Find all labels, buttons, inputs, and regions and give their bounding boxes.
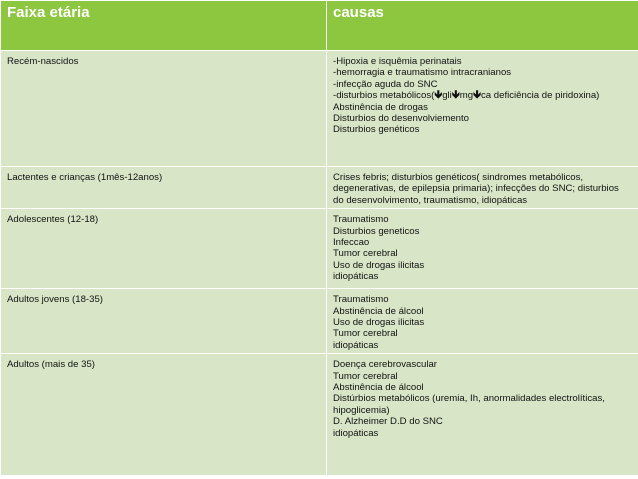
- causes-cell: [327, 289, 638, 354]
- cause-line: Doença cerebrovascular: [333, 359, 437, 371]
- metabolic-seg-ca: ca deficiência de piridoxina): [480, 90, 600, 102]
- cause-line: Uso de drogas ilicitas: [333, 259, 425, 271]
- causes-cell: [327, 51, 638, 167]
- table-row: [1, 209, 638, 289]
- arrow-down-icon: 🡻: [434, 89, 443, 102]
- cause-line: Traumatismo: [333, 214, 389, 226]
- header-causes: causas: [327, 1, 638, 51]
- metabolic-seg-mg: mg: [459, 90, 474, 102]
- cause-line: -hemorragia e traumatismo intracranianos: [333, 67, 512, 79]
- age-cell: Recém-nascidos: [1, 51, 327, 167]
- cause-line: -Hipoxia e isquêmia perinatais: [333, 56, 462, 67]
- age-cell: Lactentes e crianças (1mês-12anos): [1, 167, 327, 209]
- cause-line: Tumor cerebral: [333, 328, 398, 340]
- metabolic-seg-gli: gli: [442, 90, 452, 102]
- table-row: [1, 289, 638, 354]
- age-cell: Adultos (mais de 35): [1, 354, 327, 476]
- table-row: [1, 354, 638, 476]
- cause-line: Traumatismo: [333, 294, 389, 306]
- cause-text: Crises febris; disturbios genéticos( sindromes metabólicos, degenerativas, de epilepsia primaria); infecções do SNC; disturbios do desenvolvimento, traumatismo, idiopáticas: [333, 172, 619, 206]
- cause-line: idiopáticas: [333, 271, 379, 283]
- cause-line: Abstinência de álcool: [333, 382, 424, 394]
- cause-line: Uso de drogas ilicitas: [333, 317, 425, 329]
- cause-line: Disturbios do desenvolviemento: [333, 113, 469, 125]
- cause-line: Distúrbios metabólicos (uremia, Ih, anormalidades electrolíticas, hipoglicemia): [333, 393, 605, 416]
- table-row: [1, 167, 638, 209]
- cause-line: Abstinência de álcool: [333, 305, 424, 317]
- cause-line: Abstinência de drogas: [333, 101, 428, 113]
- arrow-down-icon: 🡻: [473, 89, 481, 102]
- age-cell: Adolescentes (12-18): [1, 209, 327, 289]
- cause-line: idiopáticas: [333, 339, 379, 351]
- header-age-group: Faixa etária: [1, 1, 327, 51]
- cause-line: D. Alzheimer D.D do SNC: [333, 416, 443, 428]
- cause-line: Tumor cerebral: [333, 370, 398, 382]
- metabolic-prefix: -disturbios metabólicos(: [333, 90, 435, 102]
- cause-line: Disturbios geneticos: [333, 225, 420, 237]
- causes-cell: [327, 209, 638, 289]
- cause-line: -infecção aguda do SNC: [333, 78, 438, 90]
- cause-line: Tumor cerebral: [333, 248, 398, 260]
- causes-cell: [327, 167, 638, 209]
- cause-line: Infeccao: [333, 237, 370, 249]
- causes-cell: [327, 354, 638, 476]
- table-row: [1, 51, 638, 167]
- age-cell: Adultos jovens (18-35): [1, 289, 327, 354]
- header-row: [1, 1, 638, 51]
- arrow-down-icon: 🡻: [451, 89, 460, 102]
- cause-line: idiopáticas: [333, 427, 379, 439]
- cause-line: Disturbios genéticos: [333, 124, 420, 136]
- cause-line-metabolic: [333, 90, 632, 101]
